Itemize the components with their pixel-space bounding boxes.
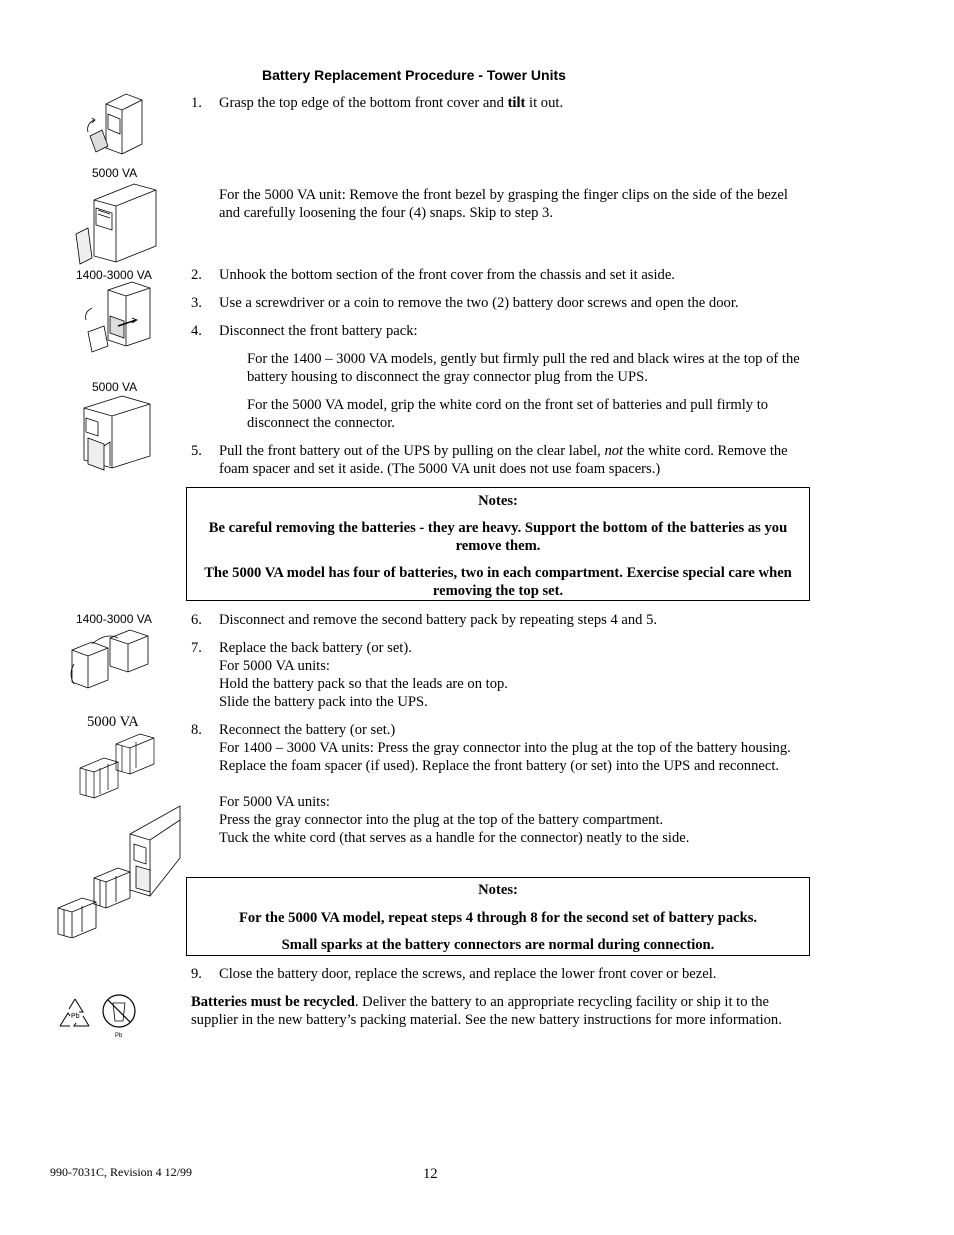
step-5-text: Pull the front battery out of the UPS by pulling on the clear label, bbox=[219, 443, 605, 459]
notes-repeat: For the 5000 VA model, repeat steps 4 through 8 for the second set of battery packs. bbox=[238, 910, 758, 926]
notes-sparks: Small sparks at the battery connectors are normal during connection. bbox=[281, 937, 715, 953]
recycle-paragraph bbox=[191, 993, 799, 1029]
battery-set-illustration bbox=[78, 730, 156, 800]
recycle-icon bbox=[56, 996, 94, 1030]
notes-box bbox=[186, 877, 810, 956]
figure-caption: 1400-3000 VA bbox=[76, 612, 152, 626]
step-9: Close the battery door, replace the screws, and replace the lower front cover or bezel. bbox=[219, 966, 717, 982]
step-5-emphasis: not bbox=[604, 443, 624, 459]
step-1 bbox=[219, 94, 819, 112]
step-1-text: Grasp the top edge of the bottom front cover and bbox=[219, 95, 508, 111]
figure-caption: 1400-3000 VA bbox=[76, 268, 152, 282]
page-title: Battery Replacement Procedure - Tower Units bbox=[262, 67, 566, 83]
pb-label: Pb bbox=[115, 1033, 123, 1039]
step-8-line: Press the gray connector into the plug at the top of the battery compartment. bbox=[219, 812, 664, 828]
page-number: 12 bbox=[423, 1166, 438, 1182]
notes-warning: Be careful removing the batteries - they are heavy. Support the bottom of the batteries as you remove them. bbox=[208, 520, 788, 554]
step-2: Unhook the bottom section of the front cover from the chassis and set it aside. bbox=[219, 267, 675, 283]
tilt-cover-illustration bbox=[84, 90, 150, 162]
open-compartment-illustration bbox=[80, 394, 154, 484]
step-number: 6. bbox=[191, 612, 202, 628]
step-8-line: Tuck the white cord (that serves as a handle for the connector) neatly to the side. bbox=[219, 830, 690, 846]
step-4-1400-3000va: For the 1400 – 3000 VA models, gently but firmly pull the red and black wires at the top of the battery housing to disconnect the gray connector plug from the UPS. bbox=[247, 351, 800, 385]
step-3: Use a screwdriver or a coin to remove the two (2) battery door screws and open the door. bbox=[219, 295, 739, 311]
figure-caption: 5000 VA bbox=[87, 714, 139, 730]
battery-pack-illustration bbox=[66, 624, 152, 692]
front-bezel-illustration bbox=[72, 178, 158, 268]
step-8-line: Reconnect the battery (or set.) bbox=[219, 722, 396, 738]
figure-caption: 5000 VA bbox=[92, 380, 138, 394]
step-8-line: For 1400 – 3000 VA units: Press the gray connector into the plug at the top of the battery housing. Replace the foam spacer (if used). Replace the front battery (or set) into the UPS and reconnect. bbox=[219, 740, 791, 774]
step-7-line: Hold the battery pack so that the leads are on top. bbox=[219, 676, 508, 692]
step-7 bbox=[219, 639, 819, 711]
no-disposal-icon bbox=[99, 993, 139, 1039]
step-4-5000va: For the 5000 VA model, grip the white cord on the front set of batteries and pull firmly to disconnect the connector. bbox=[247, 397, 769, 431]
step-1-5000va-note: For the 5000 VA unit: Remove the front bezel by grasping the finger clips on the side of the bezel and carefully loosening the four (4) snaps. Skip to step 3. bbox=[219, 187, 788, 221]
step-number: 1. bbox=[191, 95, 202, 111]
recycle-heading: Batteries must be recycled bbox=[191, 994, 355, 1010]
document-number: 990-7031C, Revision 4 12/99 bbox=[50, 1165, 193, 1179]
notes-heading: Notes: bbox=[478, 493, 518, 509]
step-5-text-end: the white cord. Remove the foam spacer and set it aside. (The 5000 VA unit does not use foam spacers.) bbox=[219, 443, 788, 477]
step-4: Disconnect the front battery pack: bbox=[219, 323, 418, 339]
notes-heading: Notes: bbox=[478, 882, 518, 898]
step-number: 8. bbox=[191, 722, 202, 738]
step-number: 7. bbox=[191, 640, 202, 656]
step-8-line: For 5000 VA units: bbox=[219, 794, 330, 810]
step-number: 3. bbox=[191, 295, 202, 311]
recycle-text: . Deliver the battery to an appropriate recycling facility or ship it to the supplier in the new battery’s packing material. See the new battery instructions for more information. bbox=[191, 994, 782, 1028]
battery-door-illustration bbox=[82, 280, 154, 358]
step-number: 4. bbox=[191, 323, 202, 339]
pb-label: Pb bbox=[71, 1013, 80, 1020]
step-7-line: For 5000 VA units: bbox=[219, 658, 330, 674]
step-8 bbox=[219, 721, 794, 847]
step-6: Disconnect and remove the second battery pack by repeating steps 4 and 5. bbox=[219, 612, 658, 628]
notes-box bbox=[186, 487, 810, 601]
step-1-emphasis: tilt bbox=[507, 95, 526, 111]
figure-caption: 5000 VA bbox=[92, 166, 138, 180]
step-7-line: Replace the back battery (or set). bbox=[219, 640, 412, 656]
notes-caution: The 5000 VA model has four of batteries, two in each compartment. Exercise special care when removing the top set. bbox=[204, 565, 792, 599]
step-1-text-end: it out. bbox=[525, 95, 564, 111]
step-5 bbox=[219, 442, 811, 478]
step-number: 5. bbox=[191, 443, 202, 459]
step-number: 2. bbox=[191, 267, 202, 283]
step-number: 9. bbox=[191, 966, 202, 982]
step-7-line: Slide the battery pack into the UPS. bbox=[219, 694, 428, 710]
reinstall-battery-illustration bbox=[54, 804, 184, 938]
